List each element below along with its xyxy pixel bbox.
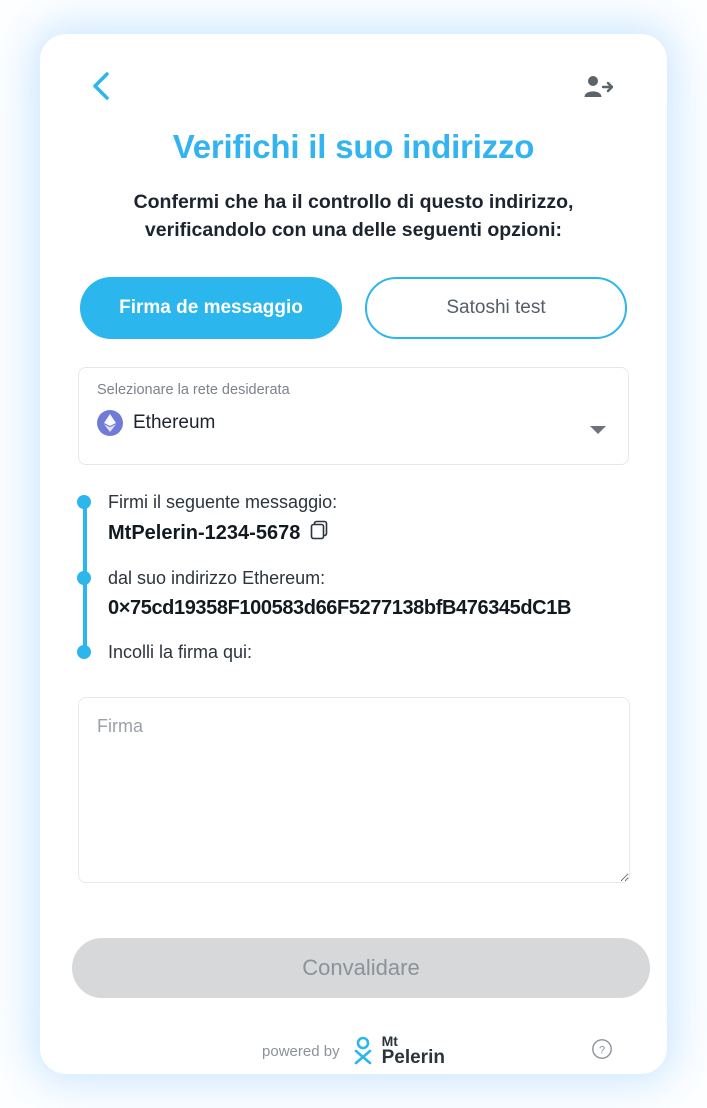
copy-icon[interactable] xyxy=(310,520,328,547)
svg-text:?: ? xyxy=(598,1044,606,1057)
step-label: Firmi il seguente messaggio: xyxy=(108,491,338,512)
page-subtitle: Confermi che ha il controllo di questo indirizzo, verificandolo con una delle seguenti opzioni: xyxy=(133,191,574,242)
network-select[interactable] xyxy=(78,367,629,465)
chevron-down-icon[interactable] xyxy=(590,426,606,434)
step-sign-message xyxy=(108,491,629,547)
message-to-sign-text: MtPelerin-1234-5678 xyxy=(108,521,301,544)
step-address xyxy=(108,567,629,621)
network-select-value-row xyxy=(97,410,610,436)
page-title: Verifichi il suo indirizzo xyxy=(172,128,535,165)
step-dot-icon xyxy=(77,645,91,659)
mt-pelerin-mark-icon xyxy=(350,1036,376,1066)
verification-card xyxy=(40,34,667,1074)
step-dot-icon xyxy=(77,495,91,509)
verification-method-tabs xyxy=(80,277,627,339)
footer xyxy=(72,1028,635,1074)
ethereum-icon xyxy=(97,410,123,436)
network-select-value: Ethereum xyxy=(133,411,216,433)
brand-name-small: Mt xyxy=(381,1032,398,1049)
network-select-label: Selezionare la rete desiderata xyxy=(97,381,290,398)
mt-pelerin-logo xyxy=(350,1034,445,1069)
user-arrow-icon[interactable] xyxy=(583,74,613,100)
powered-by xyxy=(72,1034,635,1069)
question-circle-icon[interactable] xyxy=(591,1038,613,1065)
steps-list xyxy=(78,491,629,665)
brand-name xyxy=(382,1034,445,1069)
tab-satoshi-test[interactable]: Satoshi test xyxy=(365,277,627,339)
signature-input[interactable] xyxy=(78,697,630,883)
wallet-address: 0×75cd19358F100583d66F5277138bfB476345dC1B xyxy=(108,597,571,620)
tab-sign-message[interactable]: Firma de messaggio xyxy=(80,277,342,339)
message-to-sign xyxy=(108,520,629,547)
validate-button[interactable]: Convalidare xyxy=(72,938,650,998)
powered-by-label: powered by xyxy=(262,1042,340,1060)
step-paste-signature xyxy=(108,641,629,664)
brand-name-large: Pelerin xyxy=(381,1047,445,1069)
chevron-left-icon[interactable] xyxy=(90,70,112,102)
step-label: dal suo indirizzo Ethereum: xyxy=(108,567,326,588)
step-dot-icon xyxy=(77,571,91,585)
step-label: Incolli la firma qui: xyxy=(108,642,253,663)
top-bar xyxy=(72,62,635,110)
